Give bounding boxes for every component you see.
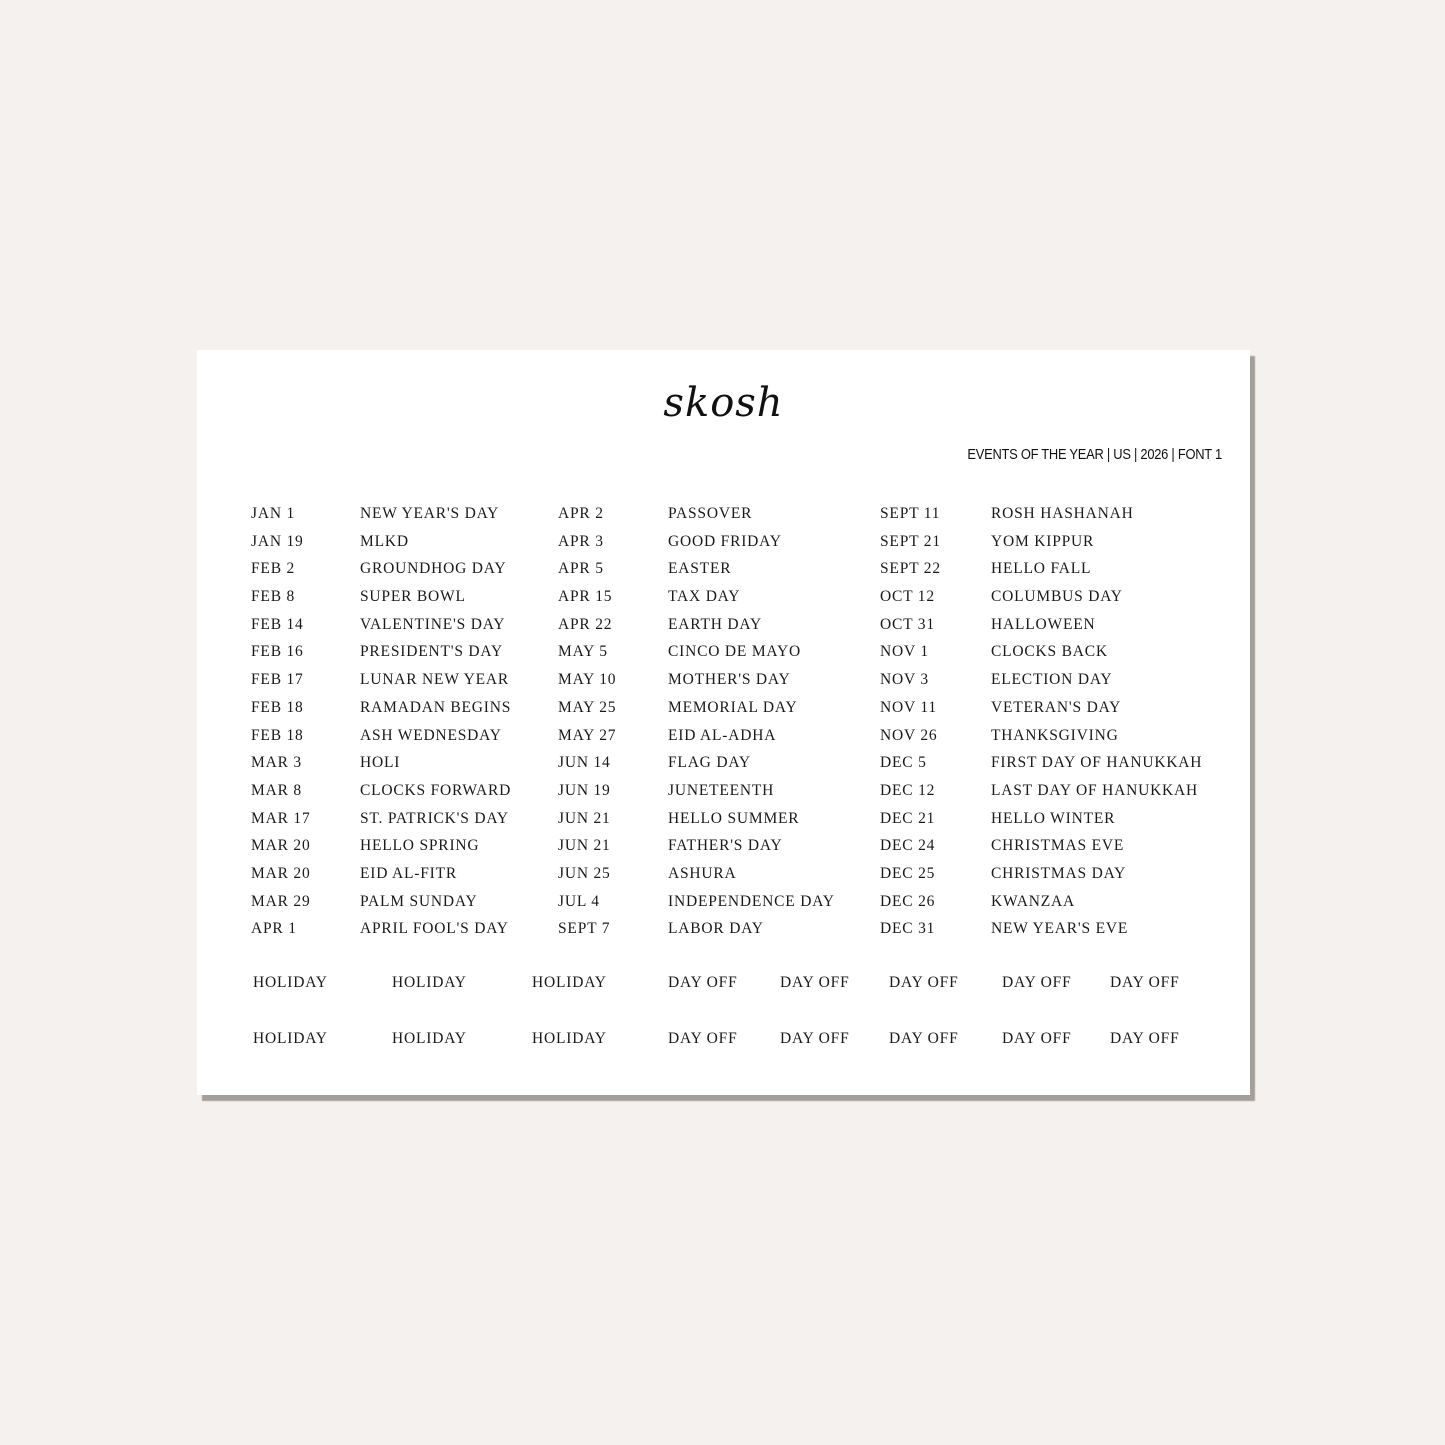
event-date: JUN 21 bbox=[558, 837, 611, 855]
tag-sticker: HOLIDAY bbox=[253, 1030, 328, 1047]
event-name: EASTER bbox=[668, 560, 732, 578]
event-date: DEC 24 bbox=[880, 837, 936, 855]
event-name: GROUNDHOG DAY bbox=[360, 560, 507, 578]
event-date: FEB 16 bbox=[251, 643, 304, 661]
tag-sticker: HOLIDAY bbox=[532, 1030, 607, 1047]
event-date: DEC 12 bbox=[880, 781, 936, 799]
event-date: MAR 20 bbox=[251, 837, 311, 855]
event-name: TAX DAY bbox=[668, 588, 741, 606]
event-date: APR 15 bbox=[558, 588, 613, 606]
event-name: ASHURA bbox=[668, 864, 737, 882]
event-date: SEPT 11 bbox=[880, 505, 941, 522]
event-name: MLKD bbox=[360, 532, 409, 550]
event-date: DEC 26 bbox=[880, 892, 936, 910]
event-name: MOTHER'S DAY bbox=[668, 671, 791, 689]
tag-sticker: HOLIDAY bbox=[392, 974, 467, 991]
date-column bbox=[880, 500, 941, 943]
event-name: GOOD FRIDAY bbox=[668, 532, 782, 550]
event-date: FEB 2 bbox=[251, 560, 296, 578]
event-name: SUPER BOWL bbox=[360, 588, 466, 606]
event-date: MAR 3 bbox=[251, 754, 302, 772]
event-name: YOM KIPPUR bbox=[991, 532, 1095, 550]
tag-sticker: DAY OFF bbox=[1002, 974, 1072, 991]
event-name: LABOR DAY bbox=[668, 920, 764, 938]
event-date: MAR 29 bbox=[251, 892, 311, 910]
event-name: ST. PATRICK'S DAY bbox=[360, 809, 509, 827]
event-name: NEW YEAR'S DAY bbox=[360, 505, 500, 522]
event-date: DEC 31 bbox=[880, 920, 936, 938]
event-date: DEC 5 bbox=[880, 754, 927, 772]
event-date: OCT 31 bbox=[880, 615, 935, 633]
event-column bbox=[360, 500, 511, 943]
event-date: FEB 14 bbox=[251, 615, 304, 633]
event-column bbox=[668, 500, 835, 943]
event-date: APR 1 bbox=[251, 920, 297, 938]
event-name: THANKSGIVING bbox=[991, 726, 1119, 744]
event-date: MAR 8 bbox=[251, 781, 302, 799]
event-date: FEB 17 bbox=[251, 671, 304, 689]
tag-sticker: DAY OFF bbox=[1110, 1030, 1180, 1047]
event-date: MAY 5 bbox=[558, 643, 608, 661]
event-date: MAY 27 bbox=[558, 726, 617, 744]
event-name: PASSOVER bbox=[668, 505, 753, 522]
event-date: SEPT 7 bbox=[558, 920, 611, 938]
event-date: FEB 18 bbox=[251, 726, 304, 744]
event-date: OCT 12 bbox=[880, 588, 935, 606]
event-name: EID AL-ADHA bbox=[668, 726, 777, 744]
event-date: APR 2 bbox=[558, 505, 604, 522]
event-date: APR 22 bbox=[558, 615, 613, 633]
event-name: CHRISTMAS EVE bbox=[991, 837, 1125, 855]
event-name: HELLO FALL bbox=[991, 560, 1092, 578]
event-name: FIRST DAY OF HANUKKAH bbox=[991, 754, 1203, 772]
tag-sticker: DAY OFF bbox=[1002, 1030, 1072, 1047]
event-date: NOV 1 bbox=[880, 643, 929, 661]
event-name: PALM SUNDAY bbox=[360, 892, 478, 910]
tag-sticker: HOLIDAY bbox=[253, 974, 328, 991]
sticker-sheet bbox=[197, 350, 1250, 1095]
date-column bbox=[251, 500, 311, 943]
event-date: MAR 20 bbox=[251, 864, 311, 882]
event-name: CINCO DE MAYO bbox=[668, 643, 801, 661]
tag-sticker: HOLIDAY bbox=[392, 1030, 467, 1047]
event-name: COLUMBUS DAY bbox=[991, 588, 1123, 606]
event-date: JUN 25 bbox=[558, 864, 611, 882]
event-name: FATHER'S DAY bbox=[668, 837, 783, 855]
event-name: ROSH HASHANAH bbox=[991, 505, 1134, 522]
event-date: JUL 4 bbox=[558, 892, 600, 910]
event-name: JUNETEENTH bbox=[668, 781, 775, 799]
tag-sticker: DAY OFF bbox=[668, 1030, 738, 1047]
event-column bbox=[991, 500, 1202, 943]
event-name: HELLO SUMMER bbox=[668, 809, 800, 827]
event-name: RAMADAN BEGINS bbox=[360, 698, 512, 716]
event-name: EID AL-FITR bbox=[360, 864, 458, 882]
event-date: DEC 21 bbox=[880, 809, 936, 827]
event-date: MAR 17 bbox=[251, 809, 311, 827]
tag-sticker: DAY OFF bbox=[668, 974, 738, 991]
event-name: NEW YEAR'S EVE bbox=[991, 920, 1129, 938]
tag-sticker: DAY OFF bbox=[889, 1030, 959, 1047]
event-name: INDEPENDENCE DAY bbox=[668, 892, 835, 910]
event-name: CHRISTMAS DAY bbox=[991, 864, 1127, 882]
event-date: NOV 26 bbox=[880, 726, 938, 744]
date-column bbox=[558, 500, 616, 943]
event-date: NOV 11 bbox=[880, 698, 937, 716]
event-date: JAN 19 bbox=[251, 532, 304, 550]
event-date: JUN 14 bbox=[558, 754, 611, 772]
event-date: APR 3 bbox=[558, 532, 604, 550]
event-date: MAY 10 bbox=[558, 671, 617, 689]
event-date: APR 5 bbox=[558, 560, 604, 578]
event-date: SEPT 21 bbox=[880, 532, 941, 550]
event-name: EARTH DAY bbox=[668, 615, 762, 633]
tag-sticker: HOLIDAY bbox=[532, 974, 607, 991]
event-name: FLAG DAY bbox=[668, 754, 751, 772]
event-name: KWANZAA bbox=[991, 892, 1075, 910]
event-name: ELECTION DAY bbox=[991, 671, 1113, 689]
event-name: ASH WEDNESDAY bbox=[360, 726, 502, 744]
event-date: FEB 18 bbox=[251, 698, 304, 716]
event-name: CLOCKS FORWARD bbox=[360, 781, 512, 799]
tag-sticker: DAY OFF bbox=[780, 974, 850, 991]
event-date: JUN 21 bbox=[558, 809, 611, 827]
tag-sticker: DAY OFF bbox=[889, 974, 959, 991]
event-date: MAY 25 bbox=[558, 698, 617, 716]
event-date: JUN 19 bbox=[558, 781, 611, 799]
event-name: VALENTINE'S DAY bbox=[360, 615, 506, 633]
tag-sticker: DAY OFF bbox=[1110, 974, 1180, 991]
event-date: FEB 8 bbox=[251, 588, 296, 606]
event-name: HOLI bbox=[360, 754, 401, 772]
event-name: LAST DAY OF HANUKKAH bbox=[991, 781, 1199, 799]
event-name: MEMORIAL DAY bbox=[668, 698, 798, 716]
event-name: CLOCKS BACK bbox=[991, 643, 1108, 661]
event-name: LUNAR NEW YEAR bbox=[360, 671, 509, 689]
tag-sticker: DAY OFF bbox=[780, 1030, 850, 1047]
event-name: APRIL FOOL'S DAY bbox=[360, 920, 509, 938]
sheet-info-label: EVENTS OF THE YEAR | US | 2026 | FONT 1 bbox=[967, 446, 1222, 463]
event-date: JAN 1 bbox=[251, 505, 296, 522]
event-date: NOV 3 bbox=[880, 671, 929, 689]
brand-logo: skosh bbox=[663, 380, 784, 426]
event-name: HALLOWEEN bbox=[991, 615, 1096, 633]
event-date: SEPT 22 bbox=[880, 560, 941, 578]
event-date: DEC 25 bbox=[880, 864, 936, 882]
event-name: VETERAN'S DAY bbox=[991, 698, 1122, 716]
event-name: HELLO SPRING bbox=[360, 837, 480, 855]
event-name: HELLO WINTER bbox=[991, 809, 1116, 827]
event-name: PRESIDENT'S DAY bbox=[360, 643, 503, 661]
